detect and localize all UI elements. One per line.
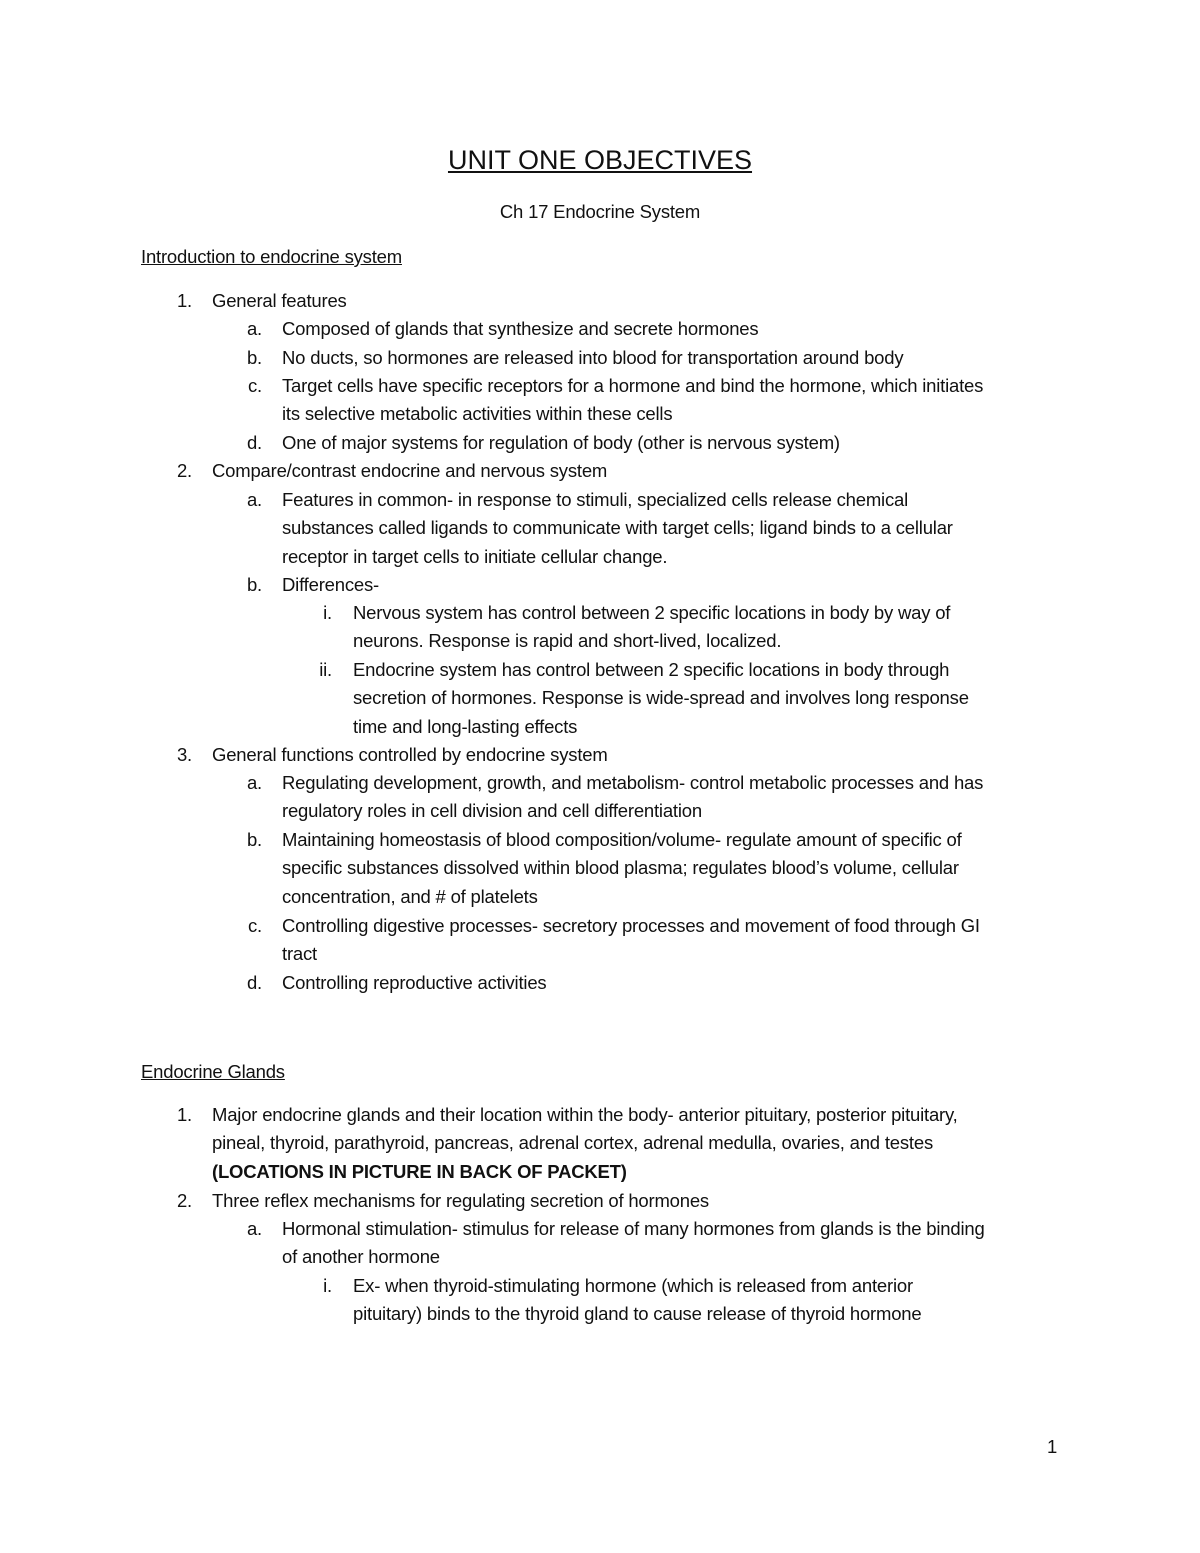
list-item-line: Features in common- in response to stimuli, specialized cells release chemical [282,489,909,510]
list-item-text: No ducts, so hormones are released into blood for transportation around body [282,347,904,368]
list-marker: c. [248,375,262,396]
list-item-line: receptor in target cells to initiate cellular change. [282,545,668,567]
list-marker: b. [246,347,262,368]
list-marker: a. [246,318,262,339]
list-item-line: pituitary) binds to the thyroid gland to cause release of thyroid hormone [353,1303,922,1325]
list-item-line: Maintaining homeostasis of blood composition/volume- regulate amount of specific of [282,829,962,850]
list-item-text: Controlling reproductive activities [282,972,547,993]
list-marker: i. [323,1275,332,1296]
list-item-line: Ex- when thyroid-stimulating hormone (which is released from anterior [353,1275,913,1296]
list-item-line: Endocrine system has control between 2 specific locations in body through [353,659,950,680]
list-marker: c. [248,915,262,936]
list-marker: 1. [176,1104,192,1125]
list-marker: 3. [176,744,192,765]
list-marker: i. [323,602,332,623]
list-item-line: tract [282,943,317,965]
list-item-line: Target cells have specific receptors for a hormone and bind the hormone, which initiates [282,375,984,396]
list-marker: a. [246,489,262,510]
list-item-line: specific substances dissolved within blood plasma; regulates blood’s volume, cellular [282,857,959,879]
list-item-line: its selective metabolic activities within these cells [282,403,673,425]
page-subtitle: Ch 17 Endocrine System [499,201,701,222]
list-marker: a. [246,1218,262,1239]
page-number: 1 [1047,1436,1058,1457]
list-item-text: Three reflex mechanisms for regulating secretion of hormones [212,1190,709,1211]
list-item-text: General functions controlled by endocrine system [212,744,608,765]
list-marker: ii. [319,659,332,680]
list-item-line: Controlling digestive processes- secretory processes and movement of food through GI [282,915,980,936]
list-item-line: Major endocrine glands and their location within the body- anterior pituitary, posterior pituitary, [212,1104,958,1125]
list-item-text: One of major systems for regulation of body (other is nervous system) [282,432,840,453]
list-marker: d. [246,432,262,453]
page-title: UNIT ONE OBJECTIVES [447,145,753,175]
list-item-text: Differences- [282,574,379,595]
list-item-text: Composed of glands that synthesize and secrete hormones [282,318,759,339]
list-marker: d. [246,972,262,993]
list-marker: a. [246,772,262,793]
section-heading-introduction: Introduction to endocrine system [141,246,402,267]
section-heading-endocrine-glands: Endocrine Glands [141,1061,285,1082]
list-item-line: Regulating development, growth, and metabolism- control metabolic processes and has [282,772,984,793]
list-marker: b. [246,574,262,595]
list-item-text: Compare/contrast endocrine and nervous system [212,460,608,481]
list-item-line: neurons. Response is rapid and short-lived, localized. [353,630,782,652]
list-item-line: time and long-lasting effects [353,715,578,737]
list-item-line: Hormonal stimulation- stimulus for release of many hormones from glands is the binding [282,1218,985,1239]
list-item-line: Nervous system has control between 2 specific locations in body by way of [353,602,951,623]
list-item-text: General features [212,290,347,311]
list-item-line: secretion of hormones. Response is wide-spread and involves long response [353,687,969,709]
list-item-line: pineal, thyroid, parathyroid, pancreas, adrenal cortex, adrenal medulla, ovaries, and testes [212,1132,933,1154]
list-item-line: regulatory roles in cell division and cell differentiation [282,800,702,822]
list-item-bold-note: (LOCATIONS IN PICTURE IN BACK OF PACKET) [212,1160,627,1182]
list-marker: 1. [176,290,192,311]
list-item-line: concentration, and # of platelets [282,885,538,907]
list-item-line: of another hormone [282,1246,440,1268]
list-item-line: substances called ligands to communicate with target cells; ligand binds to a cellular [282,517,953,539]
list-marker: 2. [176,1190,192,1211]
list-marker: b. [246,829,262,850]
list-marker: 2. [176,460,192,481]
